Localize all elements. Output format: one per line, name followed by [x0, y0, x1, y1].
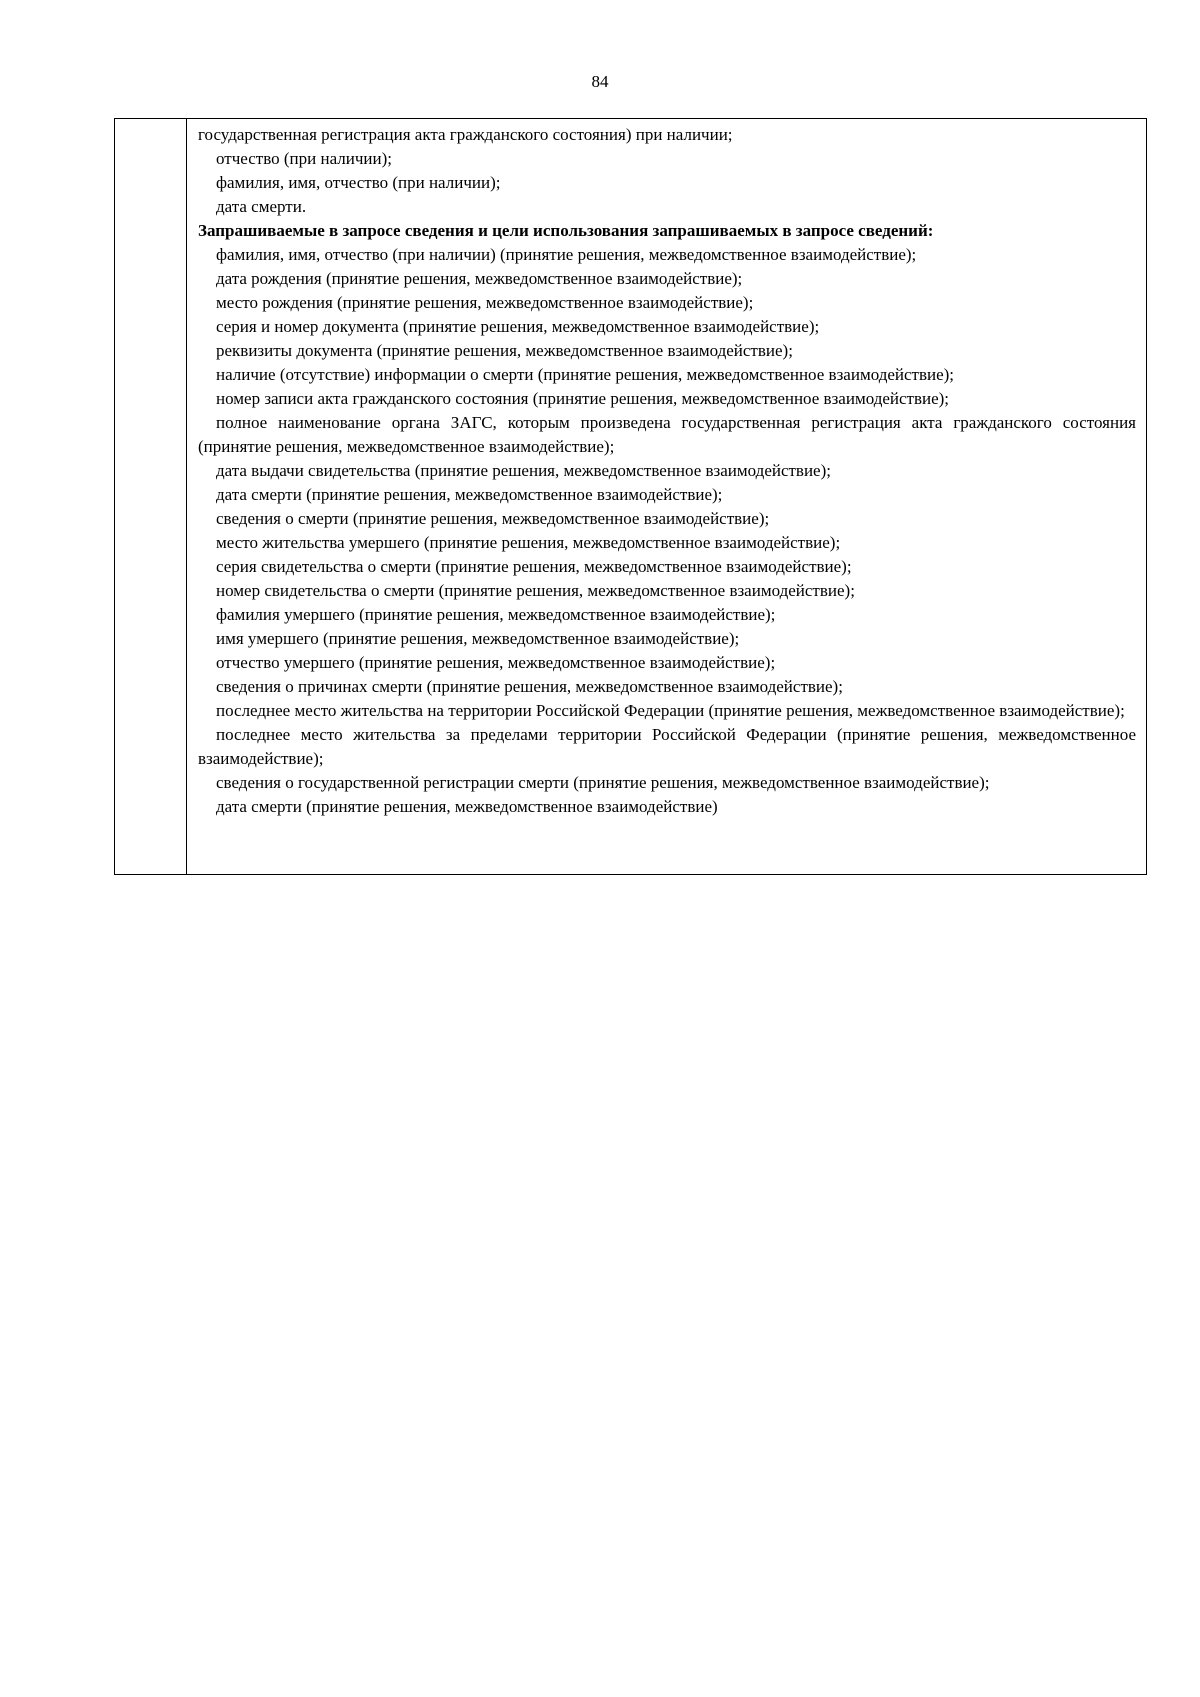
text-line: отчество (при наличии); [216, 149, 392, 168]
text-line: дата смерти. [216, 197, 307, 216]
text-line: дата смерти (принятие решения, межведомственное взаимодействие); [216, 485, 723, 504]
text-line: фамилия умершего (принятие решения, межведомственное взаимодействие); [216, 605, 776, 624]
text-line: дата смерти (принятие решения, межведомственное взаимодействие) [216, 797, 718, 816]
text-line: номер свидетельства о смерти (принятие решения, межведомственное взаимодействие); [216, 581, 855, 600]
text-line: фамилия, имя, отчество (при наличии); [216, 173, 501, 192]
text-line: серия свидетельства о смерти (принятие решения, межведомственное взаимодействие); [216, 557, 852, 576]
section-heading: Запрашиваемые в запросе сведения и цели использования запрашиваемых в запросе сведений: [198, 221, 934, 240]
text-line: серия и номер документа (принятие решения, межведомственное взаимодействие); [216, 317, 820, 336]
text-line: фамилия, имя, отчество (при наличии) (принятие решения, межведомственное взаимодействие); [216, 245, 917, 264]
text-paragraph: сведения о государственной регистрации смерти (принятие решения, межведомственное взаимодействие); [216, 773, 990, 792]
table-text-column [187, 119, 1146, 874]
text-paragraph: полное наименование органа ЗАГС, которым произведена государственная регистрация акта гражданского состояния (принятие решения, межведомственное взаимодействие); [198, 413, 1136, 456]
text-line: место рождения (принятие решения, межведомственное взаимодействие); [216, 293, 754, 312]
text-line: государственная регистрация акта гражданского состояния) при наличии; [198, 125, 733, 144]
text-line: наличие (отсутствие) информации о смерти (принятие решения, межведомственное взаимодействие); [216, 365, 955, 384]
page-number: 84 [591, 72, 609, 91]
table-left-column [115, 119, 187, 874]
text-line: сведения о причинах смерти (принятие решения, межведомственное взаимодействие); [216, 677, 843, 696]
text-line: номер записи акта гражданского состояния (принятие решения, межведомственное взаимодействие); [216, 389, 950, 408]
content-table [114, 118, 1147, 875]
text-line: место жительства умершего (принятие решения, межведомственное взаимодействие); [216, 533, 841, 552]
text-line: дата рождения (принятие решения, межведомственное взаимодействие); [216, 269, 743, 288]
text-paragraph: последнее место жительства за пределами территории Российской Федерации (принятие решения, межведомственное взаимодействие); [198, 725, 1136, 768]
text-line: дата выдачи свидетельства (принятие решения, межведомственное взаимодействие); [216, 461, 831, 480]
text-paragraph: последнее место жительства на территории Российской Федерации (принятие решения, межведомственное взаимодействие); [216, 701, 1125, 720]
text-line: сведения о смерти (принятие решения, межведомственное взаимодействие); [216, 509, 770, 528]
text-line: отчество умершего (принятие решения, межведомственное взаимодействие); [216, 653, 776, 672]
text-line: реквизиты документа (принятие решения, межведомственное взаимодействие); [216, 341, 793, 360]
text-line: имя умершего (принятие решения, межведомственное взаимодействие); [216, 629, 740, 648]
